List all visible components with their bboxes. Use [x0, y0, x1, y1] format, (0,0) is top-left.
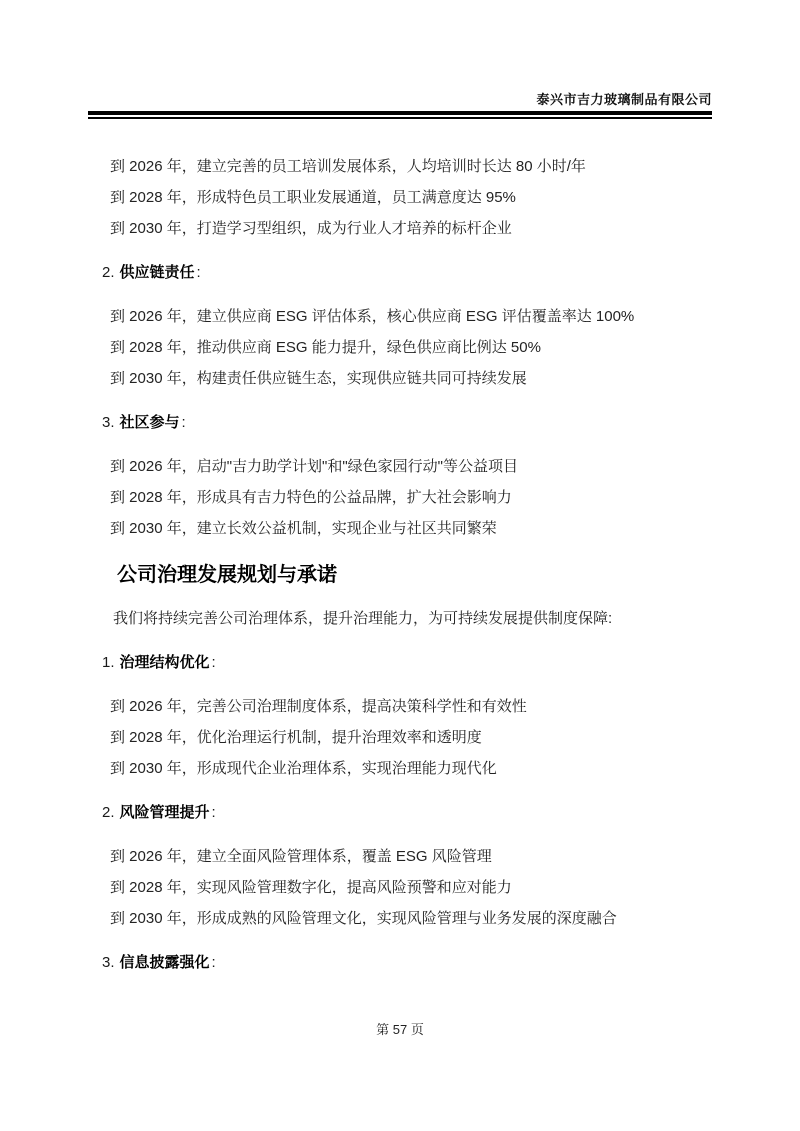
goal-line: 到 2030 年，构建责任供应链生态，实现供应链共同可持续发展: [110, 370, 527, 387]
header-rule: [88, 111, 712, 119]
goal-line: 到 2026 年，启动"吉力助学计划"和"绿色家园行动"等公益项目: [110, 458, 519, 475]
goal-line: 到 2028 年，形成特色员工职业发展通道，员工满意度达 95%: [110, 189, 516, 206]
section-colon: :: [211, 954, 216, 971]
governance-intro: 我们将持续完善公司治理体系，提升治理能力，为可持续发展提供制度保障:: [113, 610, 613, 627]
goal-line: 到 2026 年，建立完善的员工培训发展体系，人均培训时长达 80 小时/年: [110, 158, 586, 175]
section-title: 供应链责任: [119, 264, 195, 281]
goal-line: 到 2030 年，形成成熟的风险管理文化，实现风险管理与业务发展的深度融合: [110, 910, 617, 927]
section-colon: :: [211, 654, 216, 671]
risk-management-goals: [110, 841, 714, 934]
section-heading-governance-structure: [102, 647, 714, 678]
section-heading-disclosure: [102, 947, 714, 978]
section-heading-community: [102, 407, 714, 438]
section-number: 3.: [102, 414, 115, 431]
goal-line: 到 2028 年，实现风险管理数字化，提高风险预警和应对能力: [110, 879, 512, 896]
governance-heading: 公司治理发展规划与承诺: [117, 564, 337, 586]
section-colon: :: [211, 804, 216, 821]
section-number: 1.: [102, 654, 115, 671]
community-goals: [110, 451, 714, 544]
goal-line: 到 2028 年，推动供应商 ESG 能力提升，绿色供应商比例达 50%: [110, 339, 541, 356]
page-number: 第 57 页: [376, 1022, 424, 1037]
goal-line: 到 2026 年，完善公司治理制度体系，提高决策科学性和有效性: [110, 698, 527, 715]
section-heading-risk-management: [102, 797, 714, 828]
page-header: [88, 91, 712, 119]
section-heading-supply-chain: [102, 257, 714, 288]
goal-line: 到 2028 年，形成具有吉力特色的公益品牌，扩大社会影响力: [110, 489, 512, 506]
section-colon: :: [181, 414, 186, 431]
section-title: 风险管理提升: [119, 804, 210, 821]
goal-line: 到 2026 年，建立全面风险管理体系，覆盖 ESG 风险管理: [110, 848, 492, 865]
section-title: 社区参与: [119, 414, 180, 431]
goal-line: 到 2026 年，建立供应商 ESG 评估体系，核心供应商 ESG 评估覆盖率达 100%: [110, 308, 635, 325]
section-number: 2.: [102, 264, 115, 281]
section-title: 治理结构优化: [119, 654, 210, 671]
governance-structure-goals: [110, 691, 714, 784]
goal-line: 到 2030 年，建立长效公益机制，实现企业与社区共同繁荣: [110, 520, 497, 537]
employee-development-goals: [110, 151, 714, 244]
section-title: 信息披露强化: [119, 954, 210, 971]
section-colon: :: [196, 264, 201, 281]
section-number: 3.: [102, 954, 115, 971]
page-footer: [0, 1021, 800, 1039]
section-number: 2.: [102, 804, 115, 821]
supply-chain-goals: [110, 301, 714, 394]
goal-line: 到 2030 年，形成现代企业治理体系，实现治理能力现代化: [110, 760, 497, 777]
goal-line: 到 2030 年，打造学习型组织，成为行业人才培养的标杆企业: [110, 220, 512, 237]
goal-line: 到 2028 年，优化治理运行机制，提升治理效率和透明度: [110, 729, 482, 746]
document-content: [102, 151, 714, 991]
company-name: 泰兴市吉力玻璃制品有限公司: [536, 92, 712, 107]
